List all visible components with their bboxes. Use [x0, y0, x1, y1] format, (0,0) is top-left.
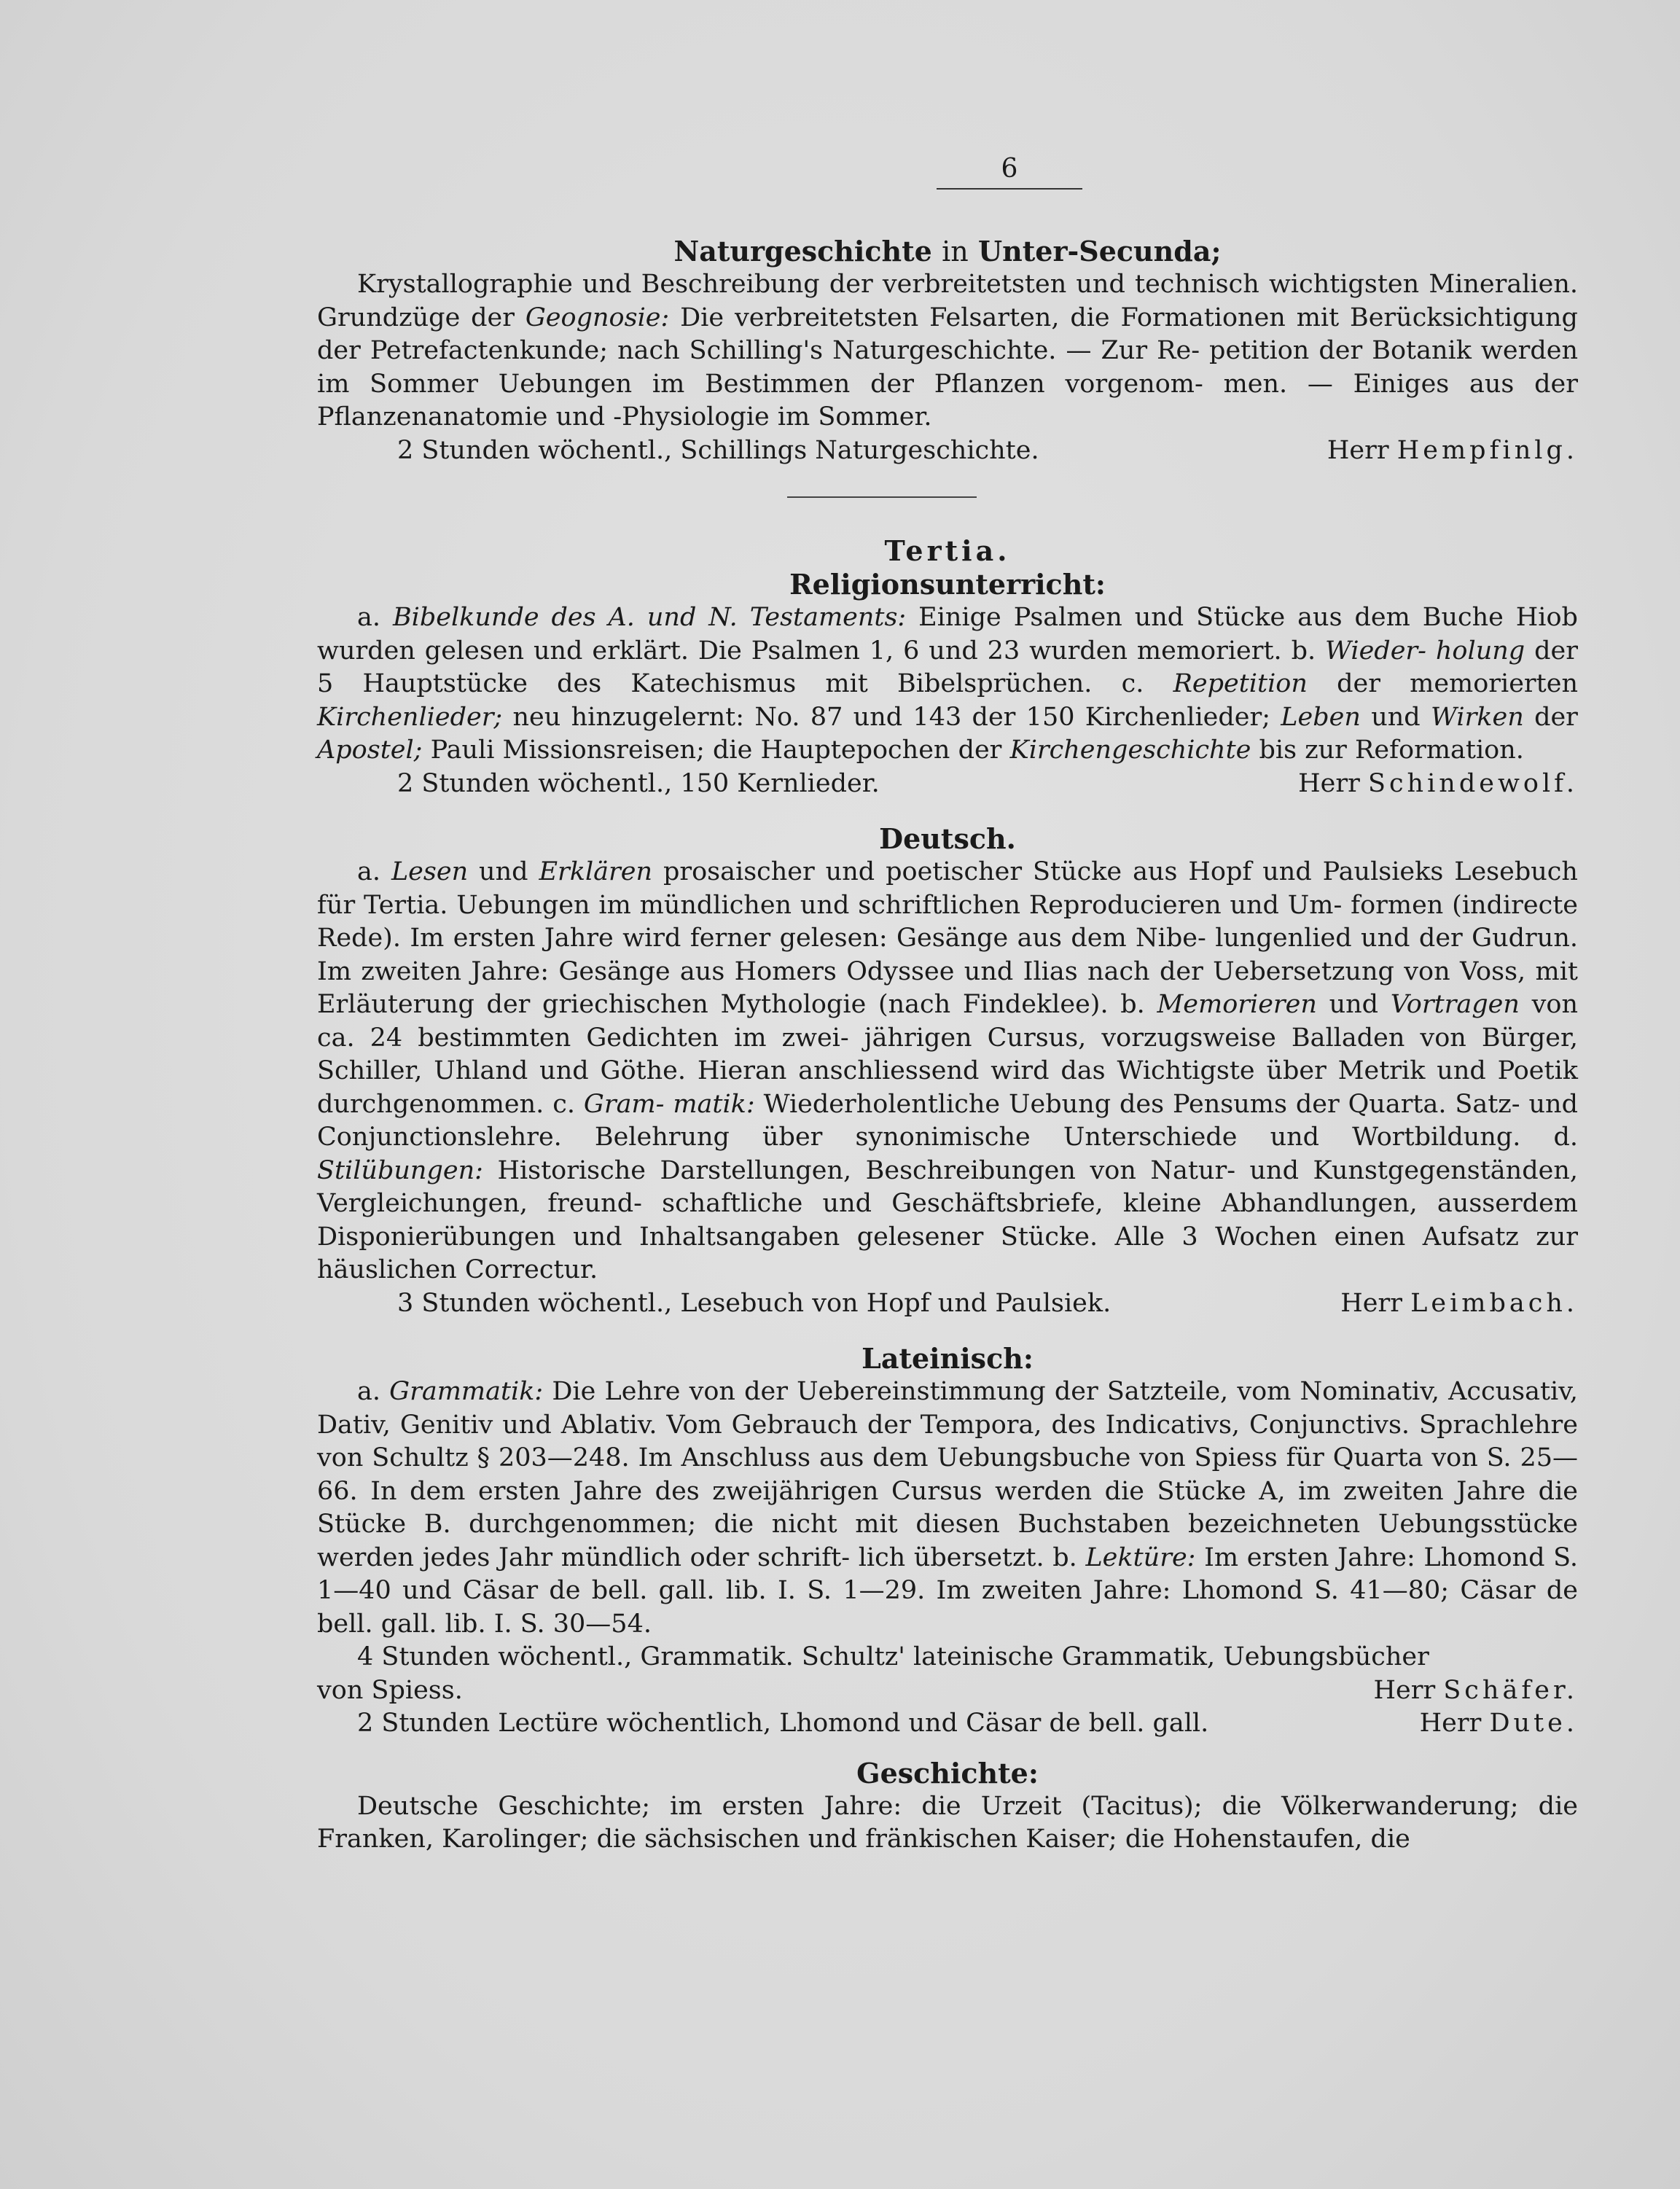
heading-naturgeschichte: Naturgeschichte in Unter-Secunda; [673, 235, 1222, 268]
heading-geschichte: Geschichte: [856, 1756, 1039, 1790]
religion-hours: 2 Stunden wöchentl., 150 Kernlieder. Herr Schindewolf. [317, 768, 1578, 801]
latein-text: a. Grammatik: Die Lehre von der Uebereinstimmung der Satzteile, vom Nominativ, Accusativ, Dativ, Genitiv und Ablativ. Vom Gebrauch der Tempora, des Indicativs, Conjunctivs. Sprachlehre von Schultz § 203—248. Im Anschluss aus dem Uebungsbuche von Spiess für Quarta von S. 25—66. In dem ersten Jahre des zweijährigen Cursus werden die Stücke A, im zweiten Jahre die Stücke B. durchgenommen; die nicht mit diesen Buchstaben bezeichneten Uebungsstücke werden jedes Jahr mündlich oder schrift- lich übersetzt. b. Lektüre: Im ersten Jahre: Lhomond S. 1—40 und Cäsar de bell. gall. lib. I. S. 1—29. Im zweiten Jahre: Lhomond S. 41—80; Cäsar de bell. gall. lib. I. S. 30—54. [317, 1377, 1578, 1639]
teacher-schaefer: Herr Schäfer. [1373, 1675, 1578, 1705]
naturgeschichte-hours: 2 Stunden wöchentl., Schillings Naturgeschichte. Herr Hempfinlg. [317, 434, 1578, 468]
latein-hours-1b: von Spiess. Herr Schäfer. [317, 1674, 1578, 1708]
teacher-schindewolf: Herr Schindewolf. [1298, 768, 1578, 798]
heading-religionsunterricht: Religionsunterricht: [789, 568, 1106, 601]
page-number: 6 [937, 155, 1082, 190]
page-content [317, 153, 1578, 1857]
teacher-leimbach: Herr Leimbach. [1340, 1288, 1578, 1318]
heading-deutsch: Deutsch. [879, 822, 1016, 855]
section-divider [787, 496, 977, 498]
geschichte-text: Deutsche Geschichte; im ersten Jahre: die Urzeit (Tacitus); die Völkerwanderung; die Franken, Karolinger; die sächsischen und fränkischen Kaiser; die Hohenstaufen, die [317, 1791, 1578, 1854]
teacher-hempfing: Herr Hempfinlg. [1327, 435, 1578, 465]
deutsch-text: a. Lesen und Erklären prosaischer und poetischer Stücke aus Hopf und Paulsieks Lesebuch für Tertia. Uebungen im mündlichen und schriftlichen Reproducieren und Um- formen (indirecte Rede). Im ersten Jahre wird ferner gelesen: Gesänge aus dem Nibe- lungenlied und der Gudrun. Im zweiten Jahre: Gesänge aus Homers Odyssee und Ilias nach der Uebersetzung von Voss, mit Erläuterung der griechischen Mythologie (nach Findeklee). b. Memorieren und Vortragen von ca. 24 bestimmten Gedichten im zwei- jährigen Cursus, vorzugsweise Balladen von Bürger, Schiller, Uhland und Göthe. Hieran anschliessend wird das Wichtigste über Metrik und Poetik durchgenommen. c. Gram- matik: Wiederholentliche Uebung des Pensums der Quarta. Satz- und Conjunctionslehre. Belehrung über synonimische Unterschiede und Wortbildung. d. Stilübungen: Historische Darstellungen, Beschreibungen von Natur- und Kunstgegenständen, Vergleichungen, freund- schaftliche und Geschäftsbriefe, kleine Abhandlungen, ausserdem Disponierübungen und Inhaltsangaben gelesener Stücke. Alle 3 Wochen einen Aufsatz zur häuslichen Correctur. [317, 857, 1578, 1284]
deutsch-hours: 3 Stunden wöchentl., Lesebuch von Hopf und Paulsiek. Herr Leimbach. [317, 1287, 1578, 1321]
teacher-dute: Herr Dute. [1419, 1709, 1578, 1738]
class-title-tertia: Tertia. [884, 534, 1011, 567]
naturgeschichte-text: Krystallographie und Beschreibung der verbreitetsten und technisch wichtigsten Mineralien. Grundzüge der Geognosie: Die verbreitetsten Felsarten, die Formationen mit Berücksichtigung der Petrefactenkunde; nach Schilling's Naturgeschichte. — Zur Re- petition der Botanik werden im Sommer Uebungen im Bestimmen der Pflanzen vorgenom- men. — Einiges aus der Pflanzenanatomie und -Physiologie im Sommer. [317, 270, 1578, 432]
latein-hours-1: 4 Stunden wöchentl., Grammatik. Schultz' lateinische Grammatik, Uebungsbücher [357, 1642, 1429, 1671]
religion-text: a. Bibelkunde des A. und N. Testaments: Einige Psalmen und Stücke aus dem Buche Hiob wurden gelesen und erklärt. Die Psalmen 1, 6 und 23 wurden memoriert. b. Wieder- holung der 5 Hauptstücke des Katechismus mit Bibelsprüchen. c. Repetition der memorierten Kirchenlieder; neu hinzugelernt: No. 87 und 143 der 150 Kirchenlieder; Leben und Wirken der Apostel; Pauli Missionsreisen; die Hauptepochen der Kirchengeschichte bis zur Reformation. [317, 603, 1578, 765]
latein-hours-2: 2 Stunden Lectüre wöchentlich, Lhomond und Cäsar de bell. gall. Herr Dute. [317, 1707, 1578, 1741]
heading-lateinisch: Lateinisch: [862, 1342, 1034, 1375]
